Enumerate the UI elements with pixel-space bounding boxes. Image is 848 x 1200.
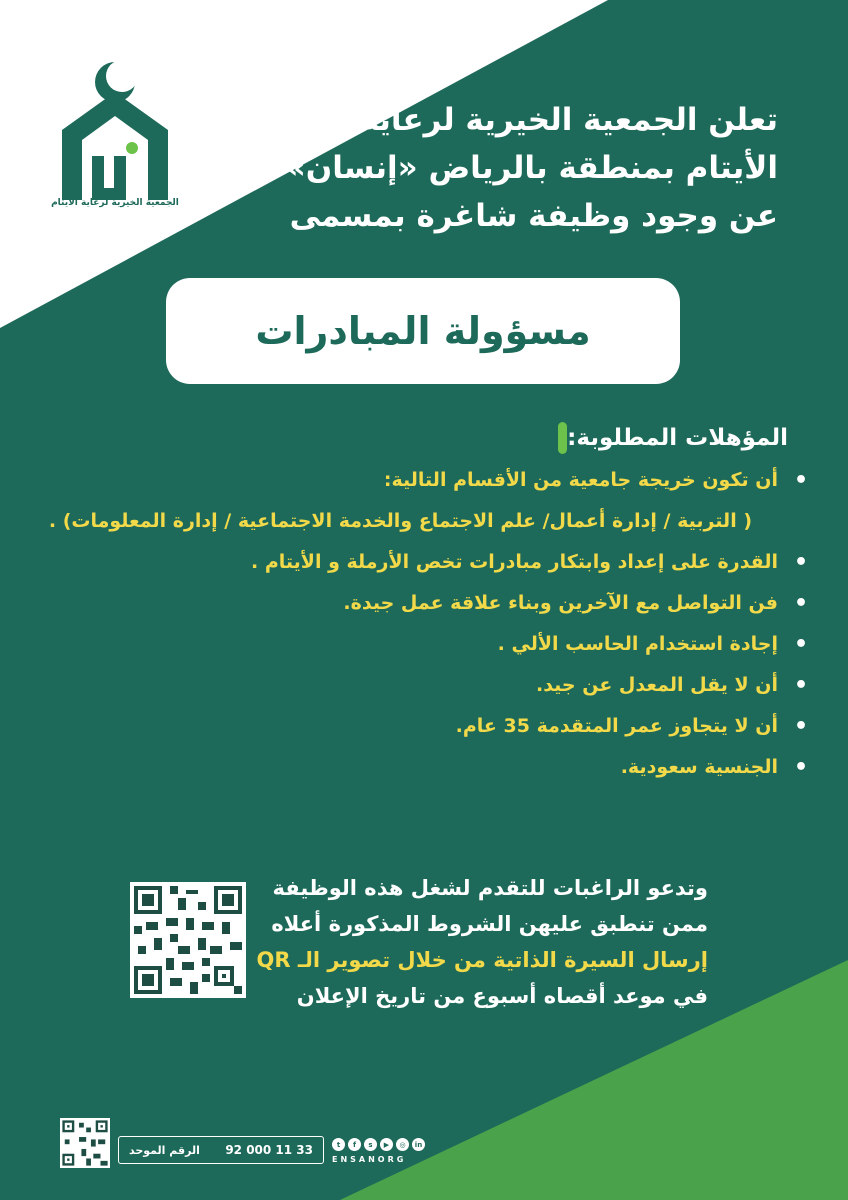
list-item: [48, 624, 808, 665]
invitation-line: ممن تنطبق عليهن الشروط المذكورة أعلاه: [271, 912, 708, 936]
invitation-line: وتدعو الراغبات للتقدم لشغل هذه الوظيفة: [272, 876, 708, 900]
qualification-text: الجنسية سعودية.: [620, 756, 778, 778]
ensan-logo: [50, 60, 180, 220]
job-title: مسؤولة المبادرات: [255, 309, 591, 353]
bullet-icon: •: [793, 550, 808, 575]
instagram-icon[interactable]: ◎: [396, 1138, 409, 1151]
qualification-text: أن تكون خريجة جامعية من الأقسام التالية:: [383, 469, 778, 491]
phone-label: الرقم الموحد: [129, 1143, 200, 1157]
qualification-text: ( التربية / إدارة أعمال/ علم الاجتماع والخدمة الاجتماعية / إدارة المعلومات) .: [48, 510, 752, 532]
announcement-line: تعلن الجمعية الخيرية لرعاية: [360, 102, 778, 138]
snapchat-icon[interactable]: s: [364, 1138, 377, 1151]
list-item: [48, 460, 808, 501]
list-item: [48, 747, 808, 788]
phone-number[interactable]: 92 000 11 33: [225, 1143, 313, 1157]
logo-tagline: الجمعية الخيرية لرعاية الأيتام: [51, 198, 179, 208]
footer-qr-code-icon[interactable]: [60, 1118, 110, 1168]
qualification-text: القدرة على إعداد وابتكار مبادرات تخص الأرملة و الأيتام .: [251, 551, 778, 573]
qualification-text: أن لا يقل المعدل عن جيد.: [535, 674, 778, 696]
announcement-text: [285, 96, 778, 240]
social-handle[interactable]: ENSANORG: [332, 1155, 407, 1164]
twitter-icon[interactable]: t: [332, 1138, 345, 1151]
heading-accent-bar: [558, 422, 567, 454]
list-item: [48, 665, 808, 706]
qualification-text: إجادة استخدام الحاسب الألي .: [497, 633, 778, 655]
list-item: [48, 501, 808, 542]
bullet-icon: •: [793, 755, 808, 780]
qualifications-list: [48, 460, 808, 788]
bullet-icon: •: [793, 468, 808, 493]
qualifications-title: المؤهلات المطلوبة:: [567, 425, 788, 451]
bullet-icon: •: [793, 714, 808, 739]
invitation-line: في موعد أقصاه أسبوع من تاريخ الإعلان: [296, 984, 708, 1008]
list-item: [48, 583, 808, 624]
qualification-text: أن لا يتجاوز عمر المتقدمة 35 عام.: [455, 715, 778, 737]
social-icons: [332, 1138, 425, 1152]
bullet-icon: •: [793, 673, 808, 698]
qualification-text: فن التواصل مع الآخرين وبناء علاقة عمل جيدة.: [343, 592, 778, 614]
list-item: [48, 706, 808, 747]
bullet-icon: •: [793, 591, 808, 616]
youtube-icon[interactable]: ▶: [380, 1138, 393, 1151]
job-title-box: [166, 278, 680, 384]
unified-number-box: [118, 1136, 324, 1164]
bullet-icon: •: [793, 632, 808, 657]
list-item: [48, 542, 808, 583]
announcement-line: الأيتام بمنطقة بالرياض «إنسان»: [285, 150, 778, 186]
invitation-line-highlight: إرسال السيرة الذاتية من خلال تصوير الـ QR: [256, 948, 708, 972]
application-invitation: [208, 870, 708, 1014]
qualifications-heading: [544, 420, 788, 456]
facebook-icon[interactable]: f: [348, 1138, 361, 1151]
linkedin-icon[interactable]: in: [412, 1138, 425, 1151]
announcement-line: عن وجود وظيفة شاغرة بمسمى: [289, 198, 778, 234]
